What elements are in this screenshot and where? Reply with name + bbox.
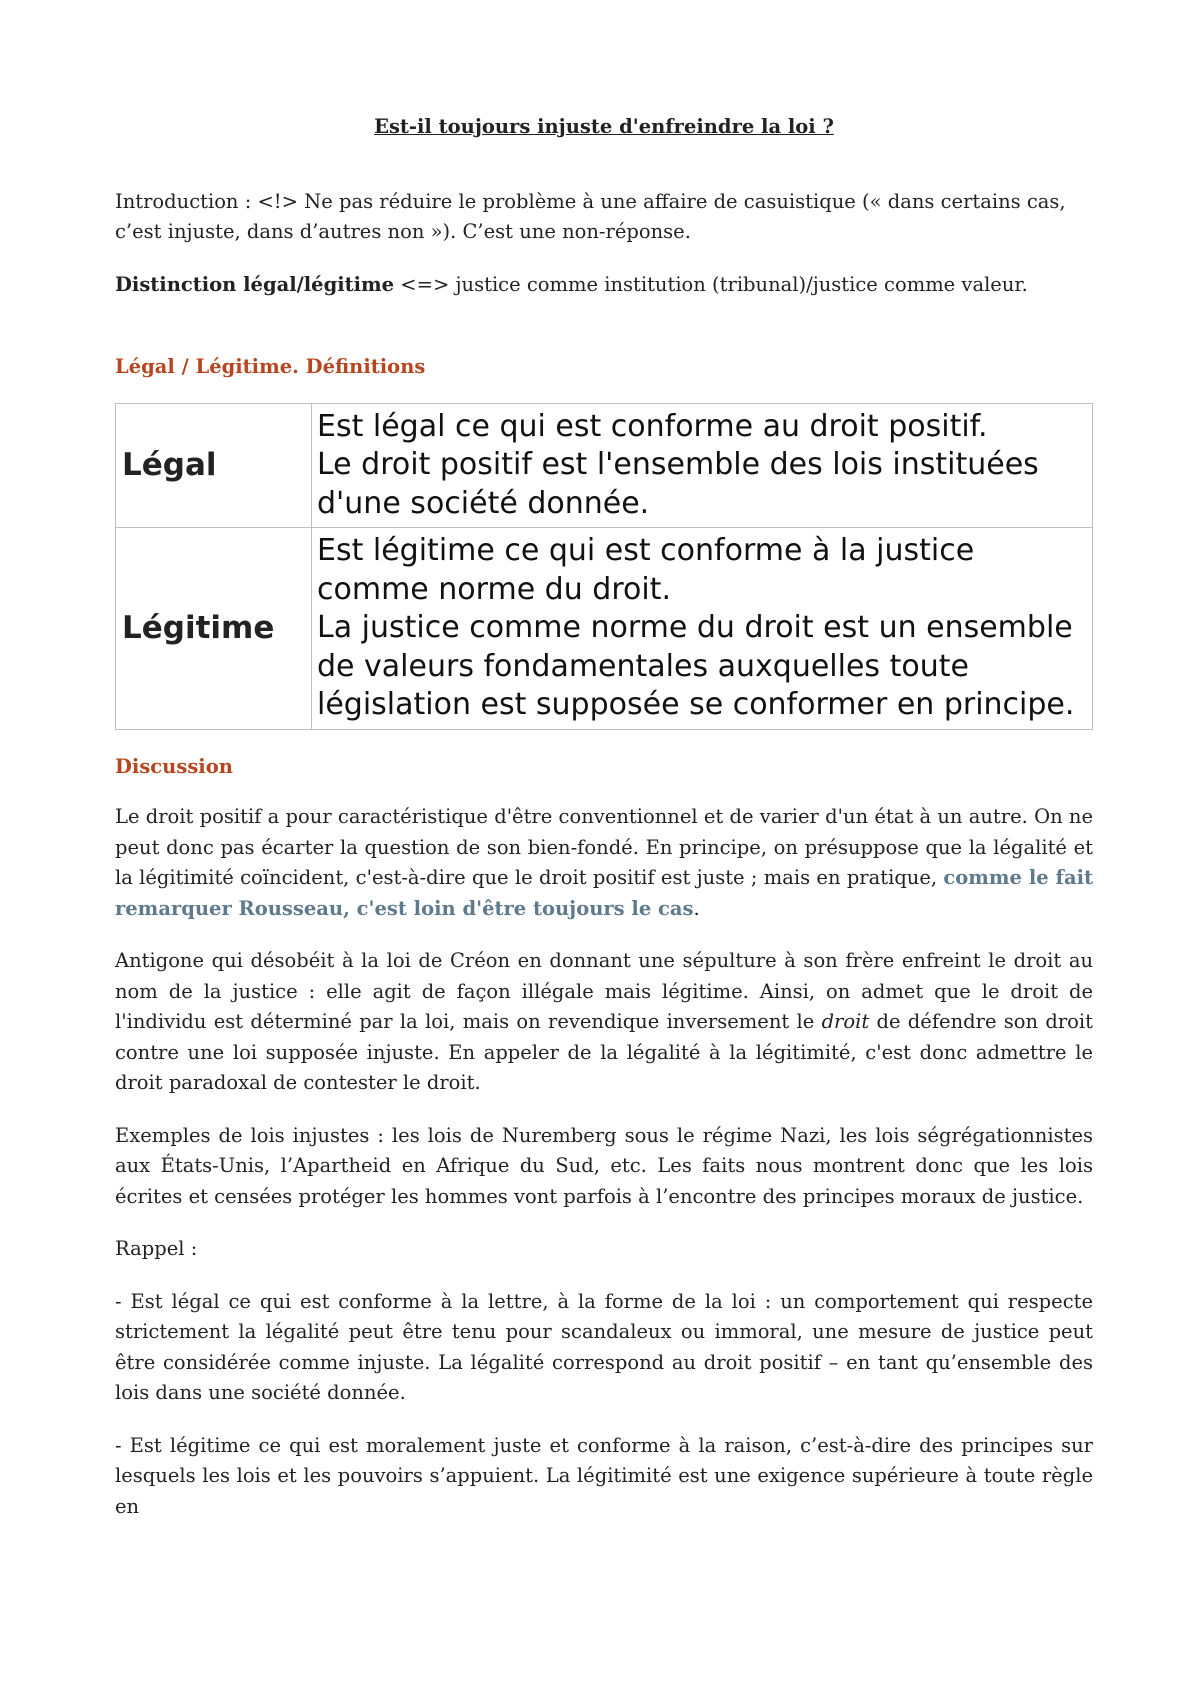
discussion-paragraph-2	[115, 946, 1093, 1099]
definition-line: Le droit positif est l'ensemble des lois instituées d'une société donnée.	[317, 447, 1039, 521]
discussion-paragraph-1	[115, 802, 1093, 924]
discussion-heading: Discussion	[115, 754, 233, 778]
paragraph-text: Le droit positif a pour caractéristique d'être conventionnel et de varier d'un état à un autre. On ne peut donc pas écarter la question de son bien-fondé. En principe, on présuppose que la légalité et la légitimité coïncident, c'est-à-dire que le droit positif est juste ; mais en pratique,	[115, 805, 1093, 889]
document-title: Est-il toujours injuste d'enfreindre la loi ?	[374, 115, 834, 138]
reminder-legal-paragraph: - Est légal ce qui est conforme à la lettre, à la forme de la loi : un comportement qui respecte strictement la légalité peut être tenu pour scandaleux ou immoral, une mesure de justice peut être considérée comme injuste. La légalité correspond au droit positif – en tant qu’ensemble des lois dans une société donnée.	[115, 1289, 1093, 1404]
distinction-text: <=> justice comme institution (tribunal)/justice comme valeur.	[394, 272, 1028, 296]
definition-line: Est légal ce qui est conforme au droit positif.	[317, 408, 988, 444]
definitions-heading: Légal / Légitime. Définitions	[115, 355, 426, 378]
definitions-table	[115, 403, 1093, 730]
table-row	[116, 528, 1093, 730]
rousseau-reference: comme le fait remarquer Rousseau, c'est loin d'être toujours le cas	[115, 866, 1093, 920]
discussion-paragraph-3: Exemples de lois injustes : les lois de Nuremberg sous le régime Nazi, les lois ségrégationnistes aux États-Unis, l’Apartheid en Afrique du Sud, etc. Les faits nous montrent donc que les lois écrites et censées protéger les hommes vont parfois à l’encontre des principes moraux de justice.	[115, 1123, 1093, 1208]
definition-cell	[312, 403, 1093, 528]
reminder-label: Rappel :	[115, 1237, 198, 1260]
definition-cell	[312, 528, 1093, 730]
document-body	[115, 112, 1093, 1522]
paragraph-end: .	[693, 896, 700, 920]
distinction-paragraph	[115, 270, 1093, 301]
distinction-label: Distinction légal/légitime	[115, 272, 395, 296]
paragraph-text: de défendre son droit contre une loi supposée injuste. En appeler de la légalité à la légitimité, c'est donc admettre le droit paradoxal de contester le droit.	[115, 1010, 1093, 1094]
paragraph-text: Antigone qui désobéit à la loi de Créon en donnant une sépulture à son frère enfreint le droit au nom de la justice : elle agit de façon illégale mais légitime. Ainsi, on admet que le droit de l'individu est déterminé par la loi, mais on revendique inversement le	[115, 949, 1093, 1033]
introduction-paragraph: Introduction : <!> Ne pas réduire le problème à une affaire de casuistique (« dans certains cas, c’est injuste, dans d’autres non »). C’est une non-réponse.	[115, 189, 1066, 243]
reminder-legitime-paragraph: - Est légitime ce qui est moralement juste et conforme à la raison, c’est-à-dire des principes sur lesquels les lois et les pouvoirs s’appuient. La légitimité est une exigence supérieure à toute règle en	[115, 1433, 1093, 1518]
table-row	[116, 403, 1093, 528]
term-cell: Légal	[116, 403, 312, 528]
emphasis-droit: droit	[821, 1010, 870, 1033]
definition-line: La justice comme norme du droit est un ensemble de valeurs fondamentales auxquelles toute législation est supposée se conformer en principe.	[317, 610, 1075, 722]
term-cell: Légitime	[116, 528, 312, 730]
definition-line: Est légitime ce qui est conforme à la justice comme norme du droit.	[317, 533, 975, 607]
